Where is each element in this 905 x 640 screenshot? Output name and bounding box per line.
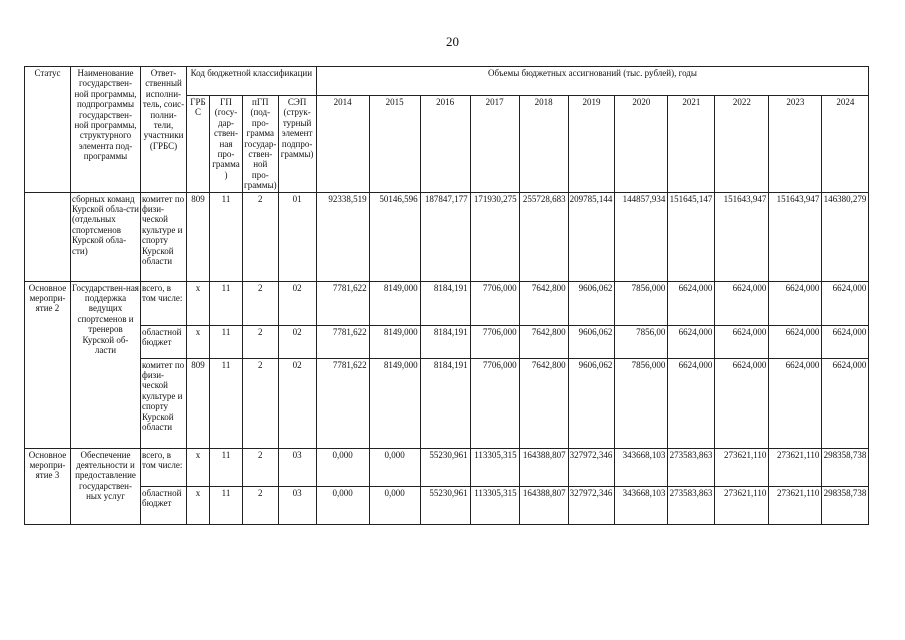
value-cell: 8149,000 [369,281,420,325]
value-cell: 55230,961 [420,486,470,524]
value-cell: 273583,863 [668,486,715,524]
header-responsible: Ответ-ственный исполни-тель, соис-полни-тели, участники (ГРБС) [141,67,187,193]
value-cell: 8184,191 [420,358,470,448]
value-cell: 171930,275 [470,192,519,281]
value-cell: 113305,315 [470,486,519,524]
value-cell: 6624,000 [715,325,769,358]
header-budget-code: Код бюджетной классификации [187,67,317,96]
responsible-cell: комитет по физи-ческой культуре и спорту Курской области [141,192,187,281]
value-cell: 7706,000 [470,358,519,448]
header-year: 2022 [715,96,769,193]
value-cell: 0,000 [316,448,369,486]
pgp-cell: 2 [243,486,279,524]
value-cell: 9606,062 [568,358,615,448]
sep-cell: 03 [278,486,316,524]
header-year: 2020 [615,96,668,193]
value-cell: 327972,346 [568,486,615,524]
page-number: 20 [446,34,459,49]
value-cell: 6624,000 [668,281,715,325]
value-cell: 151643,947 [715,192,769,281]
value-cell: 343668,103 [615,486,668,524]
header-year: 2019 [568,96,615,193]
table-row [25,486,869,524]
value-cell: 7642,800 [519,358,568,448]
header-name: Наименование государствен-ной программы, подпрограммы государствен-ной программы, структурного элемента под-программы [71,67,141,193]
table-row [25,448,869,486]
grbs-cell: x [187,448,210,486]
value-cell: 7781,622 [316,281,369,325]
grbs-cell: x [187,281,210,325]
value-cell: 6624,000 [668,325,715,358]
header-volumes: Объемы бюджетных ассигнований (тыс. рублей), годы [316,67,869,96]
table-row [25,358,869,448]
responsible-cell: всего, в том числе: [141,448,187,486]
sep-cell: 02 [278,281,316,325]
value-cell: 7856,000 [615,358,668,448]
value-cell: 7642,800 [519,281,568,325]
name-cell: сборных команд Курской обла-сти (отдельных спортсменов Курской обла-сти) [71,192,141,281]
value-cell: 255728,683 [519,192,568,281]
table-row [25,325,869,358]
value-cell: 164388,807 [519,486,568,524]
sep-cell: 01 [278,192,316,281]
value-cell: 7781,622 [316,325,369,358]
sep-cell: 02 [278,325,316,358]
value-cell: 6624,000 [769,325,822,358]
value-cell: 0,000 [369,486,420,524]
header-year: 2023 [769,96,822,193]
status-cell [25,192,71,281]
value-cell: 7706,000 [470,325,519,358]
value-cell: 144857,934 [615,192,668,281]
value-cell: 0,000 [369,448,420,486]
value-cell: 343668,103 [615,448,668,486]
header-year: 2021 [668,96,715,193]
value-cell: 0,000 [316,486,369,524]
table-row [25,192,869,281]
value-cell: 209785,144 [568,192,615,281]
responsible-cell: всего, в том числе: [141,281,187,325]
pgp-cell: 2 [243,281,279,325]
header-gp: ГП (госу-дар-ствен-ная про-грамма ) [210,96,243,193]
sep-cell: 02 [278,358,316,448]
value-cell: 7781,622 [316,358,369,448]
gp-cell: 11 [210,281,243,325]
value-cell: 113305,315 [470,448,519,486]
budget-table [24,66,869,525]
grbs-cell: x [187,486,210,524]
header-year: 2024 [822,96,869,193]
header-grbs: ГРБ С [187,96,210,193]
value-cell: 7642,800 [519,325,568,358]
header-pgp: пГП (под-про-грамма государ-ствен-ной про-граммы) [244,97,277,191]
value-cell: 55230,961 [420,448,470,486]
header-year: 2015 [369,96,420,193]
value-cell: 273621,110 [715,486,769,524]
responsible-cell: комитет по физи-ческой культуре и спорту Курской области [141,358,187,448]
value-cell: 164388,807 [519,448,568,486]
gp-cell: 11 [210,325,243,358]
gp-cell: 11 [210,486,243,524]
value-cell: 6624,000 [822,325,869,358]
header-sep: СЭП (струк-турный элемент подпро-граммы) [278,96,316,193]
responsible-cell: областной бюджет [141,325,187,358]
value-cell: 298358,738 [822,448,869,486]
sep-cell: 03 [278,448,316,486]
value-cell: 273621,110 [715,448,769,486]
value-cell: 151645,147 [668,192,715,281]
value-cell: 7706,000 [470,281,519,325]
name-cell: Государствен-ная поддержка ведущих спортсменов и тренеров Курской об-ласти [71,281,141,448]
pgp-cell: 2 [243,448,279,486]
value-cell: 6624,000 [715,358,769,448]
value-cell: 8149,000 [369,325,420,358]
status-cell: Основное меропри-ятие 3 [25,448,71,524]
grbs-cell: x [187,325,210,358]
value-cell: 8149,000 [369,358,420,448]
value-cell: 9606,062 [568,281,615,325]
value-cell: 9606,062 [568,325,615,358]
gp-cell: 11 [210,448,243,486]
header-year: 2014 [316,96,369,193]
responsible-cell: областной бюджет [141,486,187,524]
value-cell: 151643,947 [769,192,822,281]
value-cell: 6624,000 [822,358,869,448]
pgp-cell: 2 [243,325,279,358]
header-year: 2017 [470,96,519,193]
value-cell: 327972,346 [568,448,615,486]
value-cell: 6624,000 [769,281,822,325]
value-cell: 50146,596 [369,192,420,281]
header-status: Статус [25,67,71,193]
value-cell: 7856,00 [615,325,668,358]
value-cell: 6624,000 [668,358,715,448]
value-cell: 146380,279 [822,192,869,281]
header-year: 2018 [519,96,568,193]
value-cell: 6624,000 [715,281,769,325]
grbs-cell: 809 [187,358,210,448]
value-cell: 6624,000 [769,358,822,448]
value-cell: 273621,110 [769,486,822,524]
header-year: 2016 [420,96,470,193]
grbs-cell: 809 [187,192,210,281]
value-cell: 187847,177 [420,192,470,281]
value-cell: 298358,738 [822,486,869,524]
value-cell: 8184,191 [420,325,470,358]
value-cell: 8184,191 [420,281,470,325]
gp-cell: 11 [210,358,243,448]
name-cell: Обеспечение деятельности и предоставление государствен-ных услуг [71,448,141,524]
value-cell: 273583,863 [668,448,715,486]
value-cell: 6624,000 [822,281,869,325]
table-row [25,281,869,325]
value-cell: 92338,519 [316,192,369,281]
gp-cell: 11 [210,192,243,281]
value-cell: 273621,110 [769,448,822,486]
pgp-cell: 2 [243,358,279,448]
pgp-cell: 2 [243,192,279,281]
value-cell: 7856,000 [615,281,668,325]
status-cell: Основное меропри-ятие 2 [25,281,71,448]
header-row-1 [25,67,869,96]
